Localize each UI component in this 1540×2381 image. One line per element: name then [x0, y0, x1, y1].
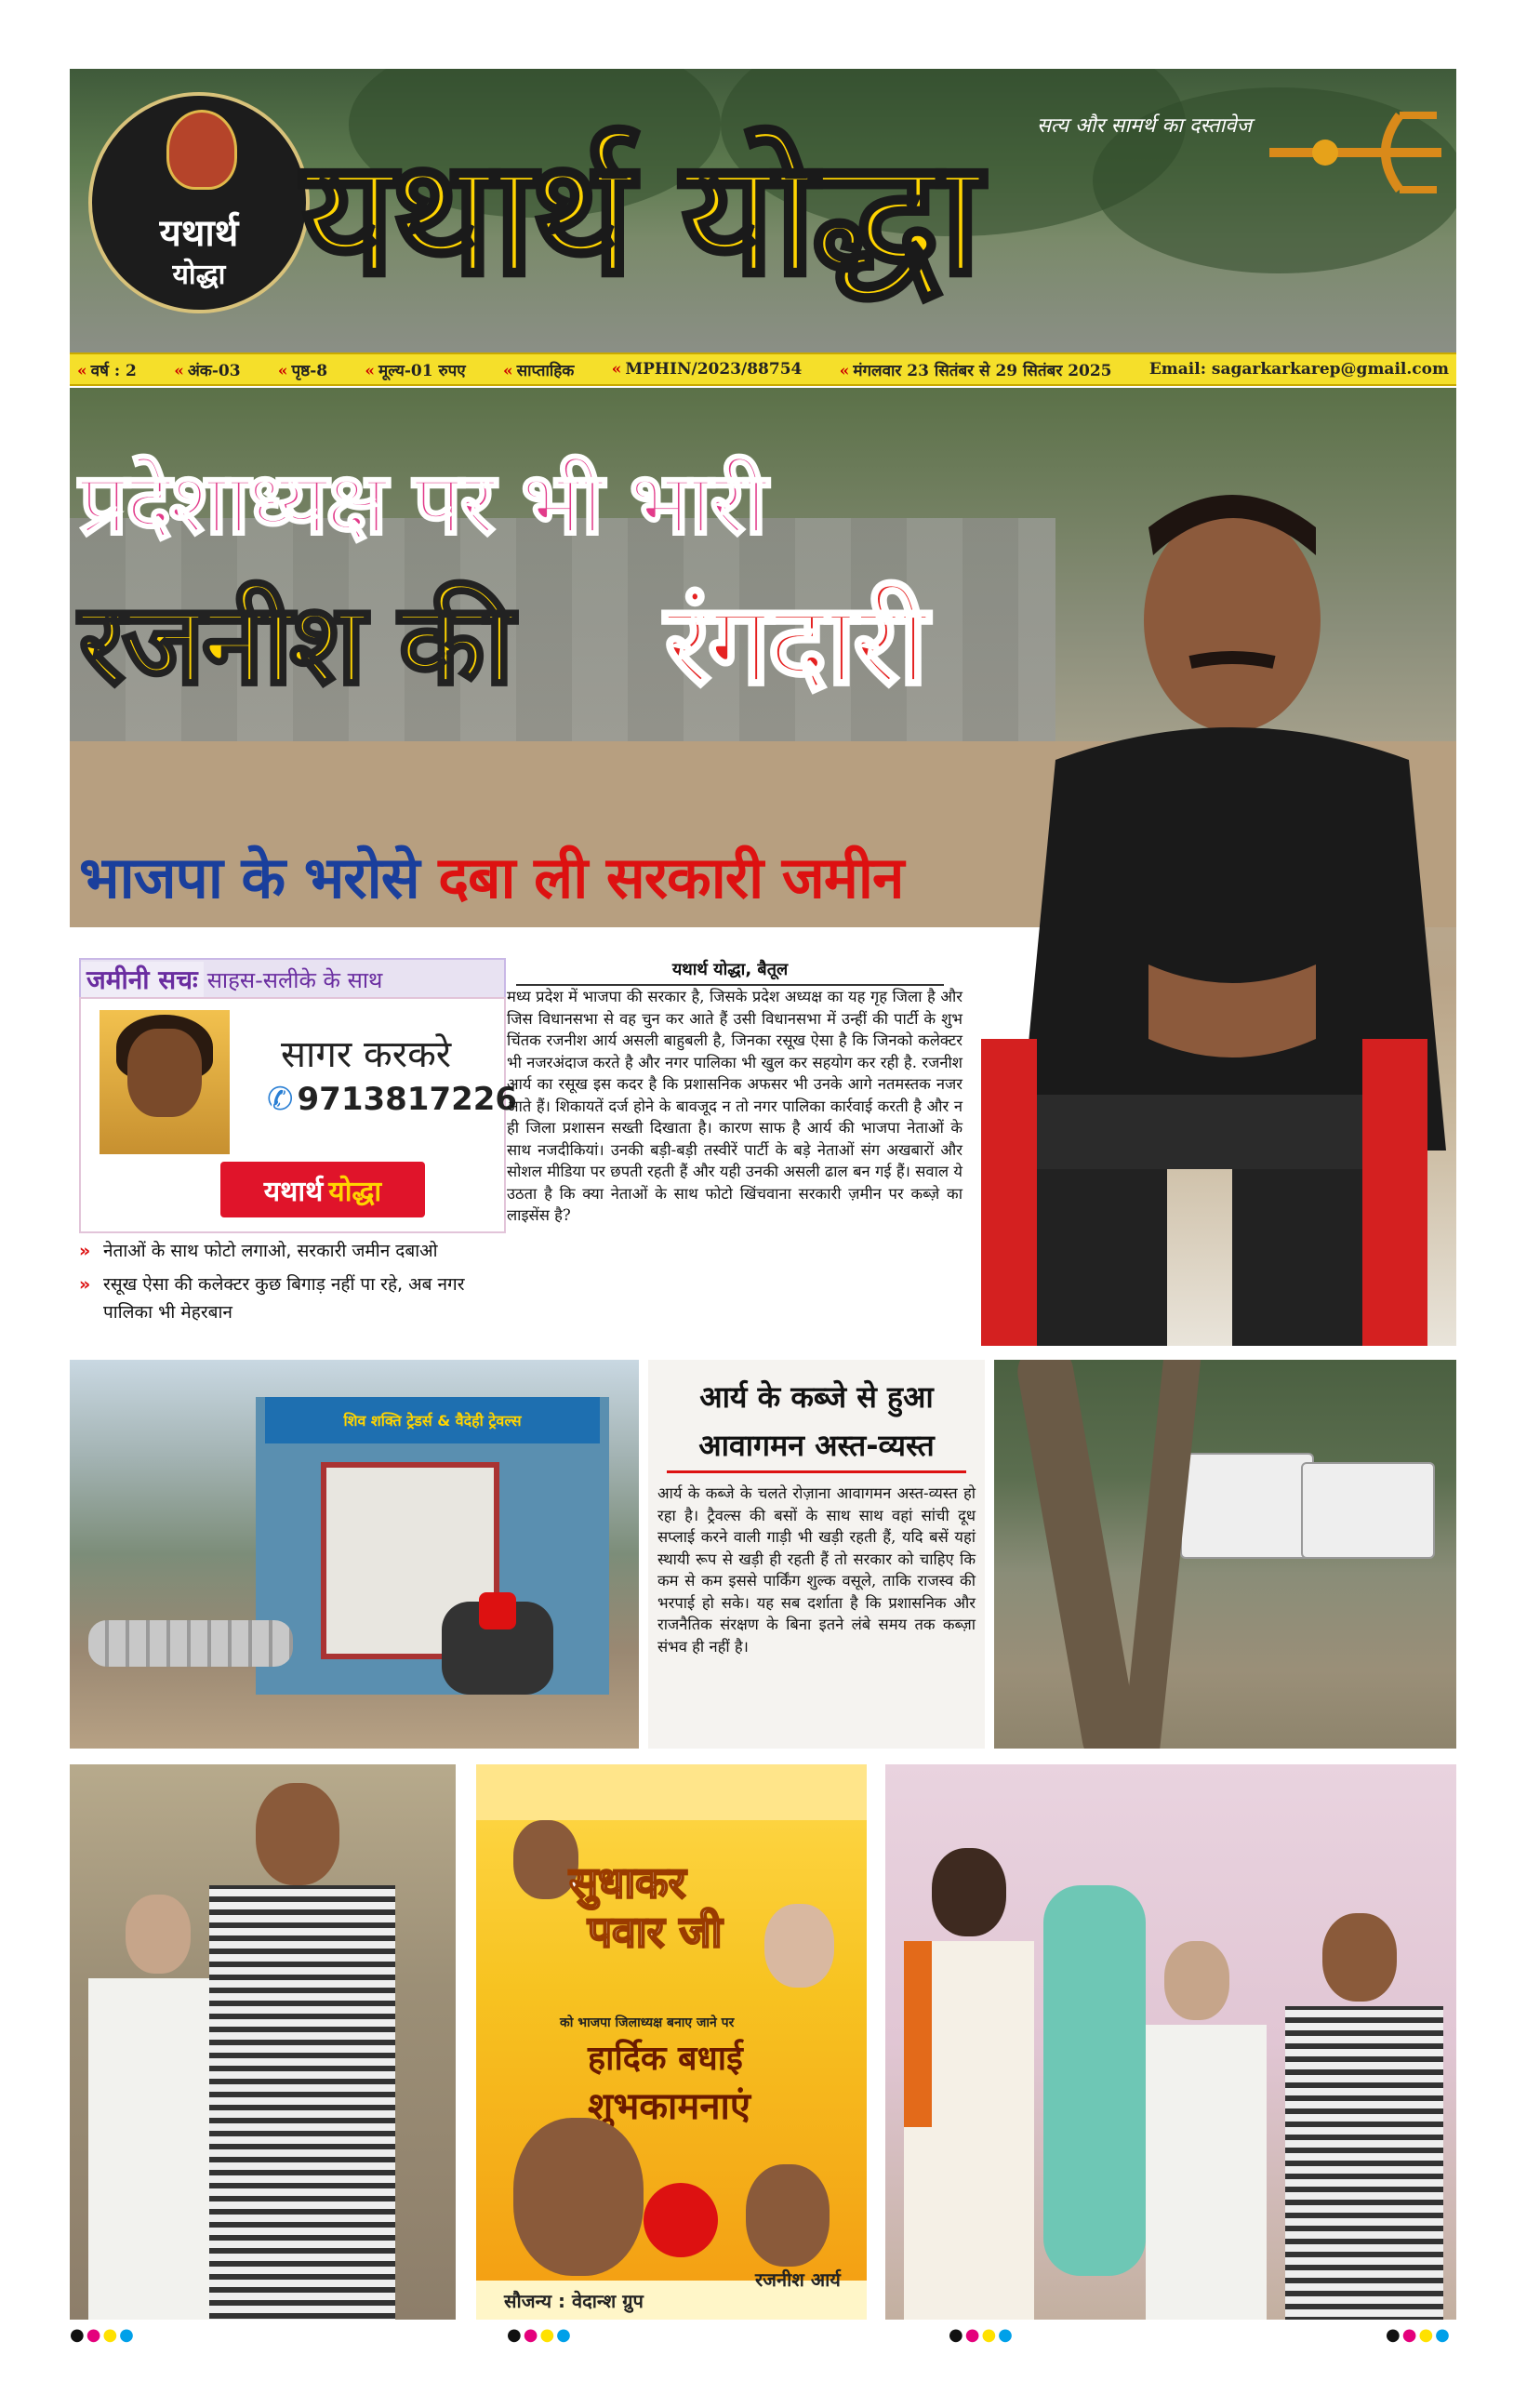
men-standing-photo [70, 1764, 456, 2320]
print-registration-marks: ●●●● [70, 2325, 136, 2345]
masthead-logo [88, 92, 310, 313]
jeep [1180, 1453, 1314, 1559]
registration-number: « MPHIN/2023/88754 [611, 360, 803, 379]
print-registration-marks: ●●●● [1386, 2325, 1452, 2345]
person-face [256, 1783, 339, 1885]
poster-shubh: शुभकामनाएं [588, 2085, 750, 2128]
side-story-body: आर्य के कब्जे के चलते रोज़ाना आवागमन अस्त-व्यस्त हो रहा है। ट्रैवल्स की बसों के साथ साथ वहां सांची दूध सप्लाई करने वाली गाड़ी भी खड़ी रहती हैं, यदि बसें यहां स्थायी रूप से खड़ी ही रहती हैं तो सरकार को चाहिए कि कम से कम इससे पार्किंग शुल्क वसूले, ताकि राजस्व की भरपाई हो सके। यह सब दर्शाता है कि प्रशासनिक और राजनैतिक संरक्षण के बिना इतने लंबे समय तक कब्ज़ा संभव ही नहीं है। [657, 1484, 976, 1656]
print-registration-marks: ●●●● [507, 2325, 573, 2345]
deity-icon [166, 110, 237, 190]
reporter-phone: ✆ 9713817226 [267, 1081, 518, 1118]
person-face [1322, 1913, 1397, 2002]
reporter-photo [100, 1010, 230, 1154]
column-tag-bold: जमीनी सचः [81, 962, 204, 997]
poster-badhai: हार्दिक बधाई [588, 2040, 743, 2078]
person-face [513, 2118, 644, 2276]
bullet-item: » रसूख ऐसा की कलेक्टर कुछ बिगाड़ नहीं पा रहे, अब नगर पालिका भी मेहरबान [79, 1274, 465, 1323]
reporter-name: सागर करकरे [281, 1033, 452, 1076]
page-count: « पृष्ठ-8 [277, 361, 328, 380]
parked-vehicles-photo [994, 1360, 1456, 1749]
reporter-card [79, 997, 518, 1233]
headline-line1: प्रदेशाध्यक्ष पर भी भारी [79, 454, 765, 553]
gas-cylinders [88, 1620, 293, 1667]
email: Email: sagarkarkarep@gmail.com [1148, 360, 1449, 379]
shop-sign: शिव शक्ति ट्रेडर्स & वैदेही ट्रेवल्स [265, 1397, 600, 1443]
logo-text: यथार्थ [159, 211, 239, 255]
jeep [1301, 1462, 1435, 1559]
issue-info-bar [70, 352, 1456, 386]
congratulation-poster [476, 1764, 867, 2320]
person-face [932, 1848, 1006, 1936]
checked-shirt [209, 1885, 395, 2320]
man-seated-photo [925, 444, 1456, 1346]
phone-icon: ✆ [267, 1081, 294, 1118]
headline-line2a: रजनीश की [79, 580, 511, 710]
article-body: मध्य प्रदेश में भाजपा की सरकार है, जिसके प्रदेश अध्यक्ष का यह गृह जिला है और जिस विधानसभा से वह चुन कर आते हैं उसी विधानसभा में उन्हीं की पार्टी के शुभ चिंतक रजनीश आर्य असली बाहुबली है, जिनका रसूख ऐसा है कि जिनको कलेक्टर भी नजरअंदाज करते है और नगर पालिका भी खुल कर सहयोग कर रही है. रजनीश आर्य का रसूख इस कदर है कि प्रशासनिक अफसर भी उनके आगे नतमस्तक नजर आते हैं। शिकायतें दर्ज होने के बावजूद न तो नगर पालिका कार्रवाई करती है और न ही जिला प्रशासन सख्ती दिखाता है। कारण साफ है आर्य की भाजपा नेताओं के साथ नजदीकियां। उनकी बड़ी-बड़ी तस्वीरें पार्टी के बड़े नेताओं संग अखबारों और सोशल मीडिया पर छपती रहती हैं और यही उनकी असली ढाल बन गई हैं। सवाल ये उठता है कि क्या नेताओं के साथ फोटो खिंचवाना सरकारी ज़मीन पर कब्ज़े का लाइसेंस है? [507, 988, 962, 1224]
motorcycle-seat [479, 1592, 516, 1629]
poster-credit: सौजन्य : वेदान्श ग्रुप [504, 2290, 644, 2312]
group-photo [885, 1764, 1456, 2320]
poster-name1: सुधाकर [569, 1857, 686, 1908]
issue-number: « अंक-03 [174, 361, 241, 380]
person-face [1164, 1941, 1229, 2020]
brand-badge: यथार्थ योद्धा [220, 1162, 425, 1217]
masthead [70, 69, 1456, 352]
logo-text: योद्धा [172, 259, 226, 291]
saffron-scarf [904, 1941, 932, 2127]
bouquet-icon [644, 2183, 718, 2257]
person-face [764, 1904, 834, 1988]
headline-line2b: रंगदारी [665, 580, 925, 710]
sub-headline-red: दबा ली सरकारी जमीन [438, 844, 904, 911]
article-byline: यथार्थ योद्धा, बैतूल [516, 958, 944, 986]
travels-shop-photo [70, 1360, 639, 1749]
person-shirt [1146, 2025, 1267, 2320]
issue-year: « वर्ष : 2 [77, 361, 137, 380]
column-tag-text: साहस-सलीके के साथ [206, 966, 383, 993]
poster-name2: पवार जी [588, 1907, 723, 1957]
poster-header [476, 1764, 867, 1820]
tagline: सत्य और सामर्थ का दस्तावेज [1037, 114, 1252, 138]
side-story [648, 1360, 985, 1749]
person-face [126, 1895, 191, 1974]
sub-headline [79, 837, 903, 915]
issue-date: « मंगलवार 23 सितंबर से 29 सितंबर 2025 [839, 361, 1112, 380]
frequency: « साप्ताहिक [503, 361, 575, 380]
newspaper-title: यथार्थ योद्धा [302, 124, 978, 311]
person-shirt [88, 1978, 228, 2320]
person-face [746, 2164, 830, 2267]
side-story-title2: आवागमन अस्त-व्यस्त [667, 1425, 966, 1473]
checked-shirt [1285, 2006, 1443, 2320]
bullet-item: » नेताओं के साथ फोटो लगाओ, सरकारी जमीन दबाओ [79, 1241, 438, 1261]
tree-trunk [1014, 1360, 1143, 1749]
poster-occasion: को भाजपा जिलाध्यक्ष बनाए जाने पर [560, 2015, 735, 2030]
highlight-bullets [79, 1237, 516, 1332]
column-tag [79, 958, 506, 1001]
poster-signature: रजनीश आर्य [755, 2268, 841, 2291]
print-registration-marks: ●●●● [949, 2325, 1015, 2345]
blurred-person [1043, 1885, 1146, 2276]
trishul-icon [1260, 97, 1446, 208]
price: « मूल्य-01 रुपए [365, 361, 466, 380]
side-story-title: आर्य के कब्जे से हुआ [699, 1379, 934, 1415]
sub-headline-blue: भाजपा के भरोसे [79, 844, 419, 911]
